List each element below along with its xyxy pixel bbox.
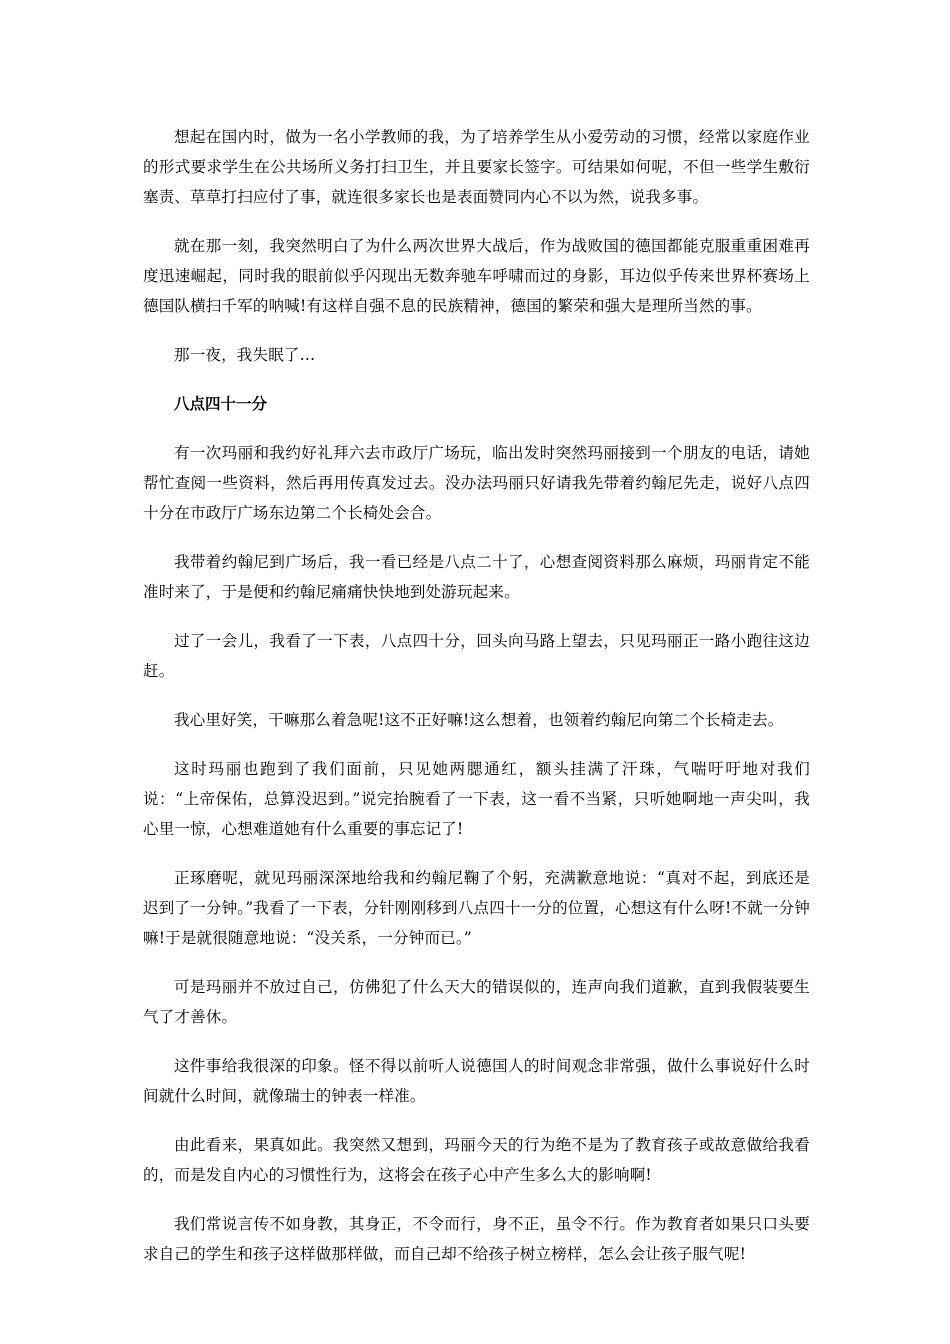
paragraph-8: 这时玛丽也跑到了我们面前，只见她两腮通红，额头挂满了汗珠，气喘吁吁地对我们说：“上帝保佑，总算没迟到。”说完抬腕看了一下表，这一看不当紧，只听她啊地一声尖叫，我心里一惊，心想难道她有什么重要的事忘记了! <box>143 760 810 838</box>
paragraph-9: 正琢磨呢，就见玛丽深深地给我和约翰尼鞠了个躬，充满歉意地说：“真对不起，到底还是迟到了一分钟。”我看了一下表，分针刚刚移到八点四十一分的位置，心想这有什么呀!不就一分钟嘛!于是就很随意地说：“没关系，一分钟而已。” <box>143 869 810 947</box>
paragraph-4: 有一次玛丽和我约好礼拜六去市政厅广场玩，临出发时突然玛丽接到一个朋友的电话，请她帮忙查阅一些资料，然后再用传真发过去。没办法玛丽只好请我先带着约翰尼先走，说好八点四十分在市政厅广场东边第二个长椅处会合。 <box>143 444 810 522</box>
paragraph-7: 我心里好笑，干嘛那么着急呢!这不正好嘛!这么想着，也领着约翰尼向第二个长椅走去。 <box>174 711 784 729</box>
paragraph-5: 我带着约翰尼到广场后，我一看已经是八点二十了，心想查阅资料那么麻烦，玛丽肯定不能准时来了，于是便和约翰尼痛痛快快地到处游玩起来。 <box>143 553 810 601</box>
document-page <box>143 122 810 1288</box>
paragraph-6: 过了一会儿，我看了一下表，八点四十分，回头向马路上望去，只见玛丽正一路小跑往这边赶。 <box>143 632 810 680</box>
paragraph-13: 我们常说言传不如身教，其身正，不令而行，身不正，虽令不行。作为教育者如果只口头要求自己的学生和孩子这样做那样做，而自己却不给孩子树立榜样，怎么会让孩子服气呢! <box>143 1215 810 1263</box>
section-heading: 八点四十一分 <box>174 394 268 413</box>
paragraph-2: 就在那一刻，我突然明白了为什么两次世界大战后，作为战败国的德国都能克服重重困难再度迅速崛起，同时我的眼前似乎闪现出无数奔驰车呼啸而过的身影，耳边似乎传来世界杯赛场上德国队横扫千军的呐喊!有这样自强不息的民族精神，德国的繁荣和强大是理所当然的事。 <box>143 237 810 315</box>
paragraph-1: 想起在国内时，做为一名小学教师的我，为了培养学生从小爱劳动的习惯，经常以家庭作业的形式要求学生在公共场所义务打扫卫生，并且要家长签字。可结果如何呢，不但一些学生敷衍塞责、草草打扫应付了事，就连很多家长也是表面赞同内心不以为然，说我多事。 <box>143 128 810 206</box>
paragraph-12: 由此看来，果真如此。我突然又想到，玛丽今天的行为绝不是为了教育孩子或故意做给我看的，而是发自内心的习惯性行为，这将会在孩子心中产生多么大的影响啊! <box>143 1136 810 1184</box>
paragraph-11: 这件事给我很深的印象。怪不得以前听人说德国人的时间观念非常强，做什么事说好什么时间就什么时间，就像瑞士的钟表一样准。 <box>143 1057 810 1105</box>
paragraph-3: 那一夜，我失眠了… <box>174 346 316 364</box>
paragraph-10: 可是玛丽并不放过自己，仿佛犯了什么天大的错误似的，连声向我们道歉，直到我假装要生气了才善休。 <box>143 978 810 1026</box>
